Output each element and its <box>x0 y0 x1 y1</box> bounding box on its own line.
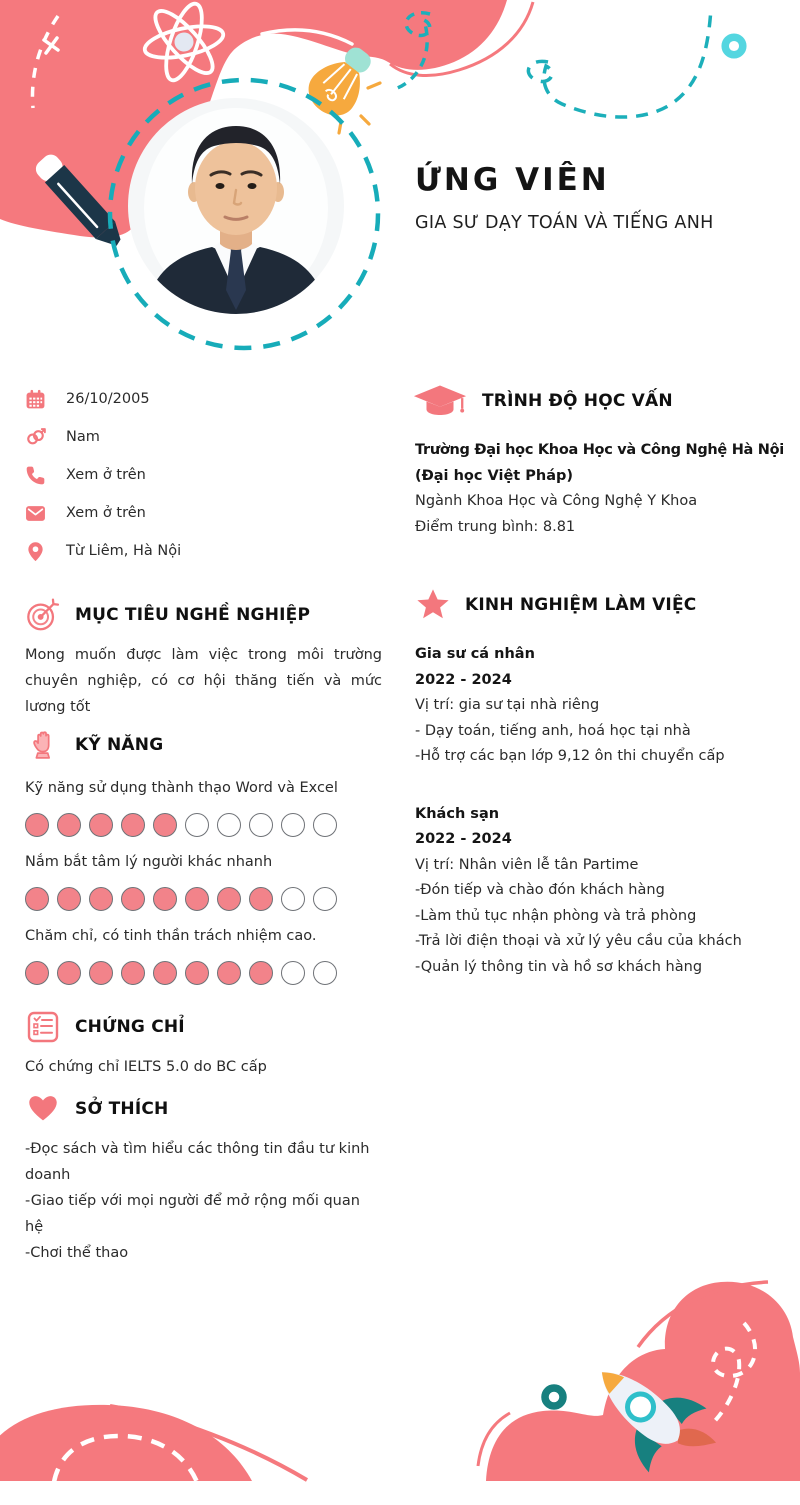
skills-list <box>25 776 385 998</box>
contact-text: Xem ở trên <box>66 467 146 483</box>
skill-dot-filled <box>121 887 145 911</box>
contact-text: Xem ở trên <box>66 505 146 521</box>
skill-dots <box>25 961 385 985</box>
education-title: TRÌNH ĐỘ HỌC VẤN <box>482 391 673 411</box>
certificate-icon <box>25 1009 61 1045</box>
objective-text: Mong muốn được làm việc trong môi trường chuyên nghiệp, có cơ hội thăng tiến và mức lương tốt <box>25 647 382 715</box>
experience-list <box>415 642 797 1012</box>
job-name: Gia sư cá nhân <box>415 646 535 662</box>
candidate-name: ỨNG VIÊN <box>415 162 610 198</box>
job-details <box>415 853 797 981</box>
skill-dot-empty <box>281 813 305 837</box>
skill-item <box>25 850 385 911</box>
contact-row <box>25 494 385 532</box>
contact-row <box>25 456 385 494</box>
bottom-decoration <box>0 1265 800 1505</box>
contact-text: 26/10/2005 <box>66 391 150 407</box>
skill-dot-empty <box>281 887 305 911</box>
school-name-line1: Trường Đại học Khoa Học và Công Nghệ Hà Nội <box>415 442 784 458</box>
skill-dot-filled <box>185 961 209 985</box>
skill-dot-filled <box>25 813 49 837</box>
skill-dot-filled <box>57 813 81 837</box>
job-detail-line: - Dạy toán, tiếng anh, hoá học tại nhà <box>415 722 691 739</box>
skill-label: Nắm bắt tâm lý người khác nhanh <box>25 854 273 870</box>
phone-icon <box>25 465 46 486</box>
hobbies-list <box>25 1136 382 1266</box>
skill-dot-filled <box>89 887 113 911</box>
skill-dot-filled <box>249 887 273 911</box>
certificates-title: CHỨNG CHỈ <box>75 1017 185 1037</box>
job-entry <box>415 642 797 770</box>
job-detail-line: -Trả lời điện thoại và xử lý yêu cầu của khách <box>415 933 742 949</box>
cyan-donut-icon <box>725 37 743 55</box>
education-major: Ngành Khoa Học và Công Nghệ Y Khoa <box>415 493 698 509</box>
job-period: 2022 - 2024 <box>415 671 512 688</box>
education-header <box>412 380 673 422</box>
hand-icon <box>25 727 61 763</box>
objective-header <box>25 594 310 636</box>
dome-shape <box>0 1405 252 1481</box>
location-icon <box>25 541 46 562</box>
skill-dot-empty <box>281 961 305 985</box>
job-detail-line: -Làm thủ tục nhận phòng và trả phòng <box>415 907 697 924</box>
teal-dashed-curve <box>528 8 711 117</box>
skill-item <box>25 776 385 837</box>
skill-dot-filled <box>249 961 273 985</box>
skill-dot-filled <box>217 961 241 985</box>
contact-row <box>25 532 385 570</box>
candidate-title: GIA SƯ DẠY TOÁN VÀ TIẾNG ANH <box>415 213 714 233</box>
skill-dot-filled <box>121 813 145 837</box>
profile-photo <box>128 98 344 314</box>
skill-dot-filled <box>57 961 81 985</box>
job-detail-line: Vị trí: Nhân viên lễ tân Partime <box>415 856 639 873</box>
skill-label: Chăm chỉ, có tinh thần trách nhiệm cao. <box>25 928 317 944</box>
job-detail-line: -Đón tiếp và chào đón khách hàng <box>415 882 665 898</box>
contact-row <box>25 380 385 418</box>
job-name: Khách sạn <box>415 805 500 822</box>
skill-dot-empty <box>249 813 273 837</box>
education-block <box>415 438 797 540</box>
contact-text: Nam <box>66 429 100 445</box>
certificates-header <box>25 1006 185 1048</box>
skill-dot-empty <box>313 813 337 837</box>
contact-row <box>25 418 385 456</box>
job-detail-line: -Quản lý thông tin và hồ sơ khách hàng <box>415 958 703 975</box>
skill-dot-filled <box>57 887 81 911</box>
skill-dot-filled <box>153 887 177 911</box>
calendar-icon <box>25 389 46 410</box>
teal-donut-icon <box>545 1388 563 1406</box>
skill-dot-filled <box>89 813 113 837</box>
skill-dot-filled <box>153 961 177 985</box>
contact-list <box>25 380 385 570</box>
certificates-text: Có chứng chỉ IELTS 5.0 do BC cấp <box>25 1059 267 1075</box>
header-block <box>415 162 795 233</box>
heart-icon <box>25 1091 61 1127</box>
skill-label: Kỹ năng sử dụng thành thạo Word và Excel <box>25 780 338 796</box>
education-gpa: Điểm trung bình: 8.81 <box>415 518 576 535</box>
skill-dot-empty <box>185 813 209 837</box>
skill-item <box>25 924 385 985</box>
skills-header <box>25 724 163 766</box>
hobby-line: -Chơi thể thao <box>25 1245 129 1261</box>
objective-title: MỤC TIÊU NGHỀ NGHIỆP <box>75 605 311 625</box>
skill-dots <box>25 887 385 911</box>
target-icon <box>25 597 61 633</box>
hobby-line: -Giao tiếp với mọi người để mở rộng mối quan hệ <box>25 1193 360 1235</box>
skill-dot-filled <box>121 961 145 985</box>
skill-dot-filled <box>25 887 49 911</box>
skill-dots <box>25 813 385 837</box>
graduation-cap-icon <box>412 382 468 420</box>
skill-dot-filled <box>153 813 177 837</box>
job-details <box>415 693 797 770</box>
job-entry <box>415 802 797 981</box>
skill-dot-empty <box>313 887 337 911</box>
skill-dot-empty <box>313 961 337 985</box>
contact-text: Từ Liêm, Hà Nội <box>66 543 182 559</box>
hobbies-title: SỞ THÍCH <box>75 1099 169 1119</box>
school-name-line2: (Đại học Việt Pháp) <box>415 467 573 484</box>
star-icon <box>415 587 451 623</box>
job-detail-line: Vị trí: gia sư tại nhà riêng <box>415 697 600 713</box>
skill-dot-filled <box>217 887 241 911</box>
skill-dot-filled <box>89 961 113 985</box>
skill-dot-filled <box>185 887 209 911</box>
mail-icon <box>25 503 46 524</box>
job-detail-line: -Hỗ trợ các bạn lớp 9,12 ôn thi chuyển cấp <box>415 748 725 764</box>
experience-title: KINH NGHIỆM LÀM VIỆC <box>465 595 697 615</box>
skills-title: KỸ NĂNG <box>75 735 164 755</box>
hobby-line: -Đọc sách và tìm hiểu các thông tin đầu tư kinh doanh <box>25 1141 370 1183</box>
hobbies-header <box>25 1088 168 1130</box>
gender-icon <box>25 427 46 448</box>
job-period: 2022 - 2024 <box>415 831 512 847</box>
experience-header <box>415 584 696 626</box>
skill-dot-empty <box>217 813 241 837</box>
skill-dot-filled <box>25 961 49 985</box>
